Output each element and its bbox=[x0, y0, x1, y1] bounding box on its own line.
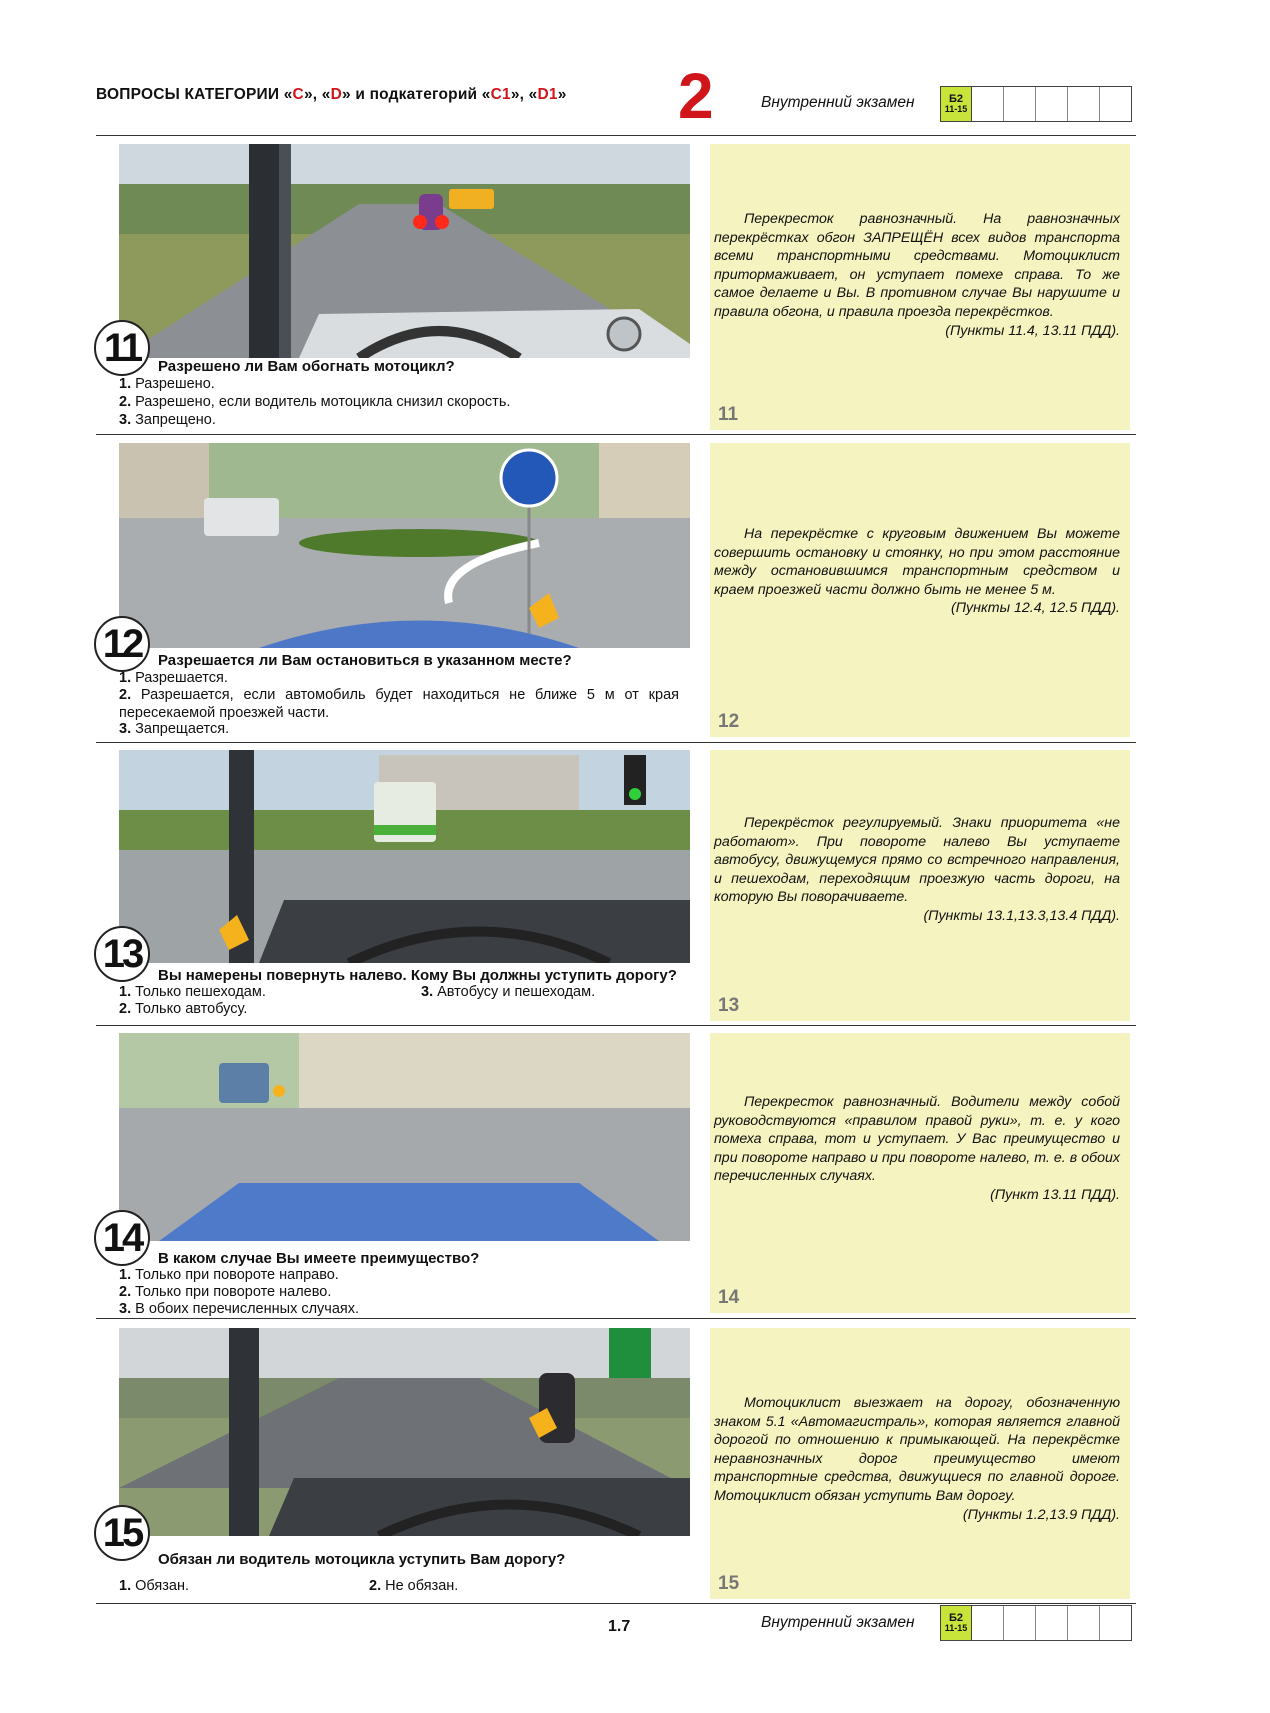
question-text-13: Вы намерены повернуть налево. Кому Вы должны уступить дорогу? bbox=[158, 967, 677, 984]
option-14-1[interactable]: 1. Только при повороте направо. bbox=[119, 1267, 339, 1283]
question-number-12: 12 bbox=[94, 616, 150, 672]
question-image-15 bbox=[119, 1328, 690, 1536]
answer-number-13: 13 bbox=[718, 995, 740, 1016]
question-image-14 bbox=[119, 1033, 690, 1241]
option-13-1[interactable]: 1. Только пешеходам. bbox=[119, 984, 266, 1000]
question-number-11: 11 bbox=[94, 320, 150, 376]
answer-number-11: 11 bbox=[718, 404, 739, 425]
option-14-2[interactable]: 2. Только при повороте налево. bbox=[119, 1284, 332, 1300]
answer-grid: Б2 11-15 bbox=[940, 86, 1132, 122]
option-11-2[interactable]: 2. Разрешено, если водитель мотоцикла снизил скорость. bbox=[119, 394, 511, 410]
answer-panel-12 bbox=[710, 443, 1130, 737]
reference-14: (Пункт 13.11 ПДД). bbox=[990, 1186, 1120, 1203]
option-12-1[interactable]: 1. Разрешается. bbox=[119, 670, 228, 686]
explanation-11: Перекресток равнозначный. На равнозначных перекрёстках обгон ЗАПРЕЩЁН всех видов транспорта всеми транспортными средствами. Мотоциклист притормаживает, он уступает помехе справа. То же самое делаете и Вы. В противном случае Вы нарушите и правила обгона, и правила проезда перекрёстков. bbox=[714, 211, 1120, 320]
option-12-3[interactable]: 3. Запрещается. bbox=[119, 721, 230, 737]
answer-number-14: 14 bbox=[718, 1287, 740, 1308]
explanation-14: Перекресток равнозначный. Водители между собой руководствуются «правилом правой руки», т. е. у кого помеха справа, тот и уступает. У Вас преимущество и при повороте направо и при повороте налево, т. е. в обоих перечисленных случаях. bbox=[714, 1094, 1120, 1185]
ticket-number: 2 bbox=[678, 60, 714, 132]
reference-15: (Пункты 1.2,13.9 ПДД). bbox=[962, 1506, 1120, 1523]
answer-panel-11 bbox=[710, 144, 1130, 430]
question-number-15: 15 bbox=[94, 1505, 150, 1561]
page-number: 1.7 bbox=[608, 1618, 631, 1635]
option-15-1[interactable]: 1. Обязан. bbox=[119, 1578, 189, 1594]
answer-panel-14 bbox=[710, 1033, 1130, 1313]
option-13-2[interactable]: 2. Только автобусу. bbox=[119, 1001, 248, 1017]
header-title: ВОПРОСЫ КАТЕГОРИИ «C», «D» и подкатегорий «C1», «D1» bbox=[96, 86, 567, 103]
answer-panel-13 bbox=[710, 750, 1130, 1021]
reference-12: (Пункты 12.4, 12.5 ПДД). bbox=[951, 600, 1120, 617]
footer-exam-label: Внутренний экзамен bbox=[761, 1614, 915, 1631]
question-text-14: В каком случае Вы имеете преимущество? bbox=[158, 1250, 480, 1267]
option-13-3[interactable]: 3. Автобусу и пешеходам. bbox=[421, 984, 596, 1000]
question-image-11 bbox=[119, 144, 690, 358]
question-text-11: Разрешено ли Вам обогнать мотоцикл? bbox=[158, 358, 455, 375]
question-text-12: Разрешается ли Вам остановиться в указанном месте? bbox=[158, 652, 572, 669]
option-12-2[interactable]: 2. Разрешается, если автомобиль будет находиться не ближе 5 м от края пересекаемой проезжей части. bbox=[119, 687, 679, 721]
explanation-13: Перекрёсток регулируемый. Знаки приоритета «не работают». При повороте налево Вы уступаете автобусу, движущемуся прямо со встречного направления, и пешеходам, переходящим проезжую часть дороги, на которую Вы поворачиваете. bbox=[714, 815, 1120, 906]
explanation-12: На перекрёстке с круговым движением Вы можете совершить остановку и стоянку, но при этом расстояние между остановившимся транспортным средством и краем проезжей части должно быть не менее 5 м. bbox=[714, 526, 1120, 598]
question-number-14: 14 bbox=[94, 1210, 150, 1266]
answer-panel-15 bbox=[710, 1328, 1130, 1599]
option-14-3[interactable]: 3. В обоих перечисленных случаях. bbox=[119, 1301, 360, 1317]
explanation-15: Мотоциклист выезжает на дорогу, обозначенную знаком 5.1 «Автомагистраль», которая является главной дорогой по отношению к примыкающей. На перекрёстке неравнозначных дорог преимущество имеют транспортные средства, движущиеся по главной дороге. Мотоциклист обязан уступить Вам дорогу. bbox=[714, 1395, 1120, 1504]
option-15-2[interactable]: 2. Не обязан. bbox=[369, 1578, 459, 1594]
footer-answer-grid: Б2 11-15 bbox=[940, 1605, 1132, 1641]
question-image-12 bbox=[119, 443, 690, 648]
reference-13: (Пункты 13.1,13.3,13.4 ПДД). bbox=[923, 907, 1120, 924]
option-11-3[interactable]: 3. Запрещено. bbox=[119, 412, 216, 428]
answer-number-12: 12 bbox=[718, 711, 740, 732]
question-image-13 bbox=[119, 750, 690, 963]
option-11-1[interactable]: 1. Разрешено. bbox=[119, 376, 215, 392]
exam-label: Внутренний экзамен bbox=[761, 94, 915, 111]
reference-11: (Пункты 11.4, 13.11 ПДД). bbox=[945, 322, 1120, 339]
question-text-15: Обязан ли водитель мотоцикла уступить Вам дорогу? bbox=[158, 1551, 566, 1568]
question-number-13: 13 bbox=[94, 926, 150, 982]
answer-number-15: 15 bbox=[718, 1573, 740, 1594]
